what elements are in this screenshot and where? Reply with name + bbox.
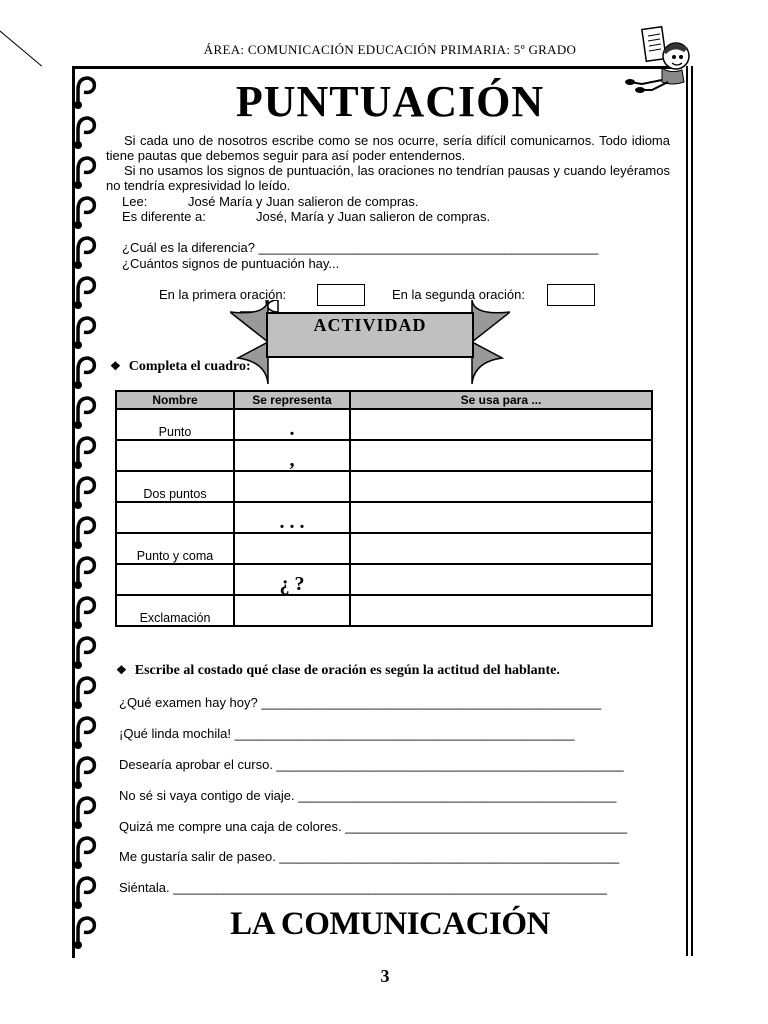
- row-name[interactable]: Exclamación: [116, 595, 234, 626]
- table-row: [116, 533, 652, 564]
- sentence-line[interactable]: Desearía aprobar el curso. ________________________________________________: [119, 757, 624, 772]
- spiral-ring-icon: [58, 472, 98, 512]
- spiral-ring-icon: [58, 272, 98, 312]
- row-name[interactable]: [116, 440, 234, 471]
- spiral-ring-icon: [58, 352, 98, 392]
- column-header-representation: Se representa: [234, 391, 350, 409]
- spiral-ring-icon: [58, 232, 98, 272]
- row-usage[interactable]: [350, 533, 652, 564]
- row-usage[interactable]: [350, 440, 652, 471]
- sentence-line[interactable]: ¿Qué examen hay hoy? _______________________________________________: [119, 695, 602, 710]
- corner-line: [0, 22, 42, 66]
- row-usage[interactable]: [350, 595, 652, 626]
- row-symbol[interactable]: [234, 471, 350, 502]
- row-symbol[interactable]: ¿ ?: [234, 564, 350, 595]
- punctuation-table: [115, 390, 653, 627]
- top-rule: [72, 66, 680, 69]
- sentence-line[interactable]: Siéntala. ____________________________________________________________: [119, 880, 608, 895]
- spiral-ring-icon: [58, 912, 98, 952]
- spiral-ring-icon: [58, 832, 98, 872]
- instruction-sentence-type-text: Escribe al costado qué clase de oración es según la actitud del hablante.: [134, 663, 560, 678]
- spiral-ring-icon: [58, 632, 98, 672]
- second-count-box[interactable]: [547, 284, 595, 306]
- second-sentence-label: En la segunda oración:: [392, 287, 525, 302]
- row-symbol[interactable]: [234, 533, 350, 564]
- spiral-ring-icon: [58, 192, 98, 232]
- spiral-ring-icon: [58, 792, 98, 832]
- read-label: Lee:: [122, 194, 148, 209]
- sentence-line[interactable]: ¡Qué linda mochila! _______________________________________________: [119, 726, 575, 741]
- table-row: [116, 440, 652, 471]
- diff-sentence: José, María y Juan salieron de compras.: [256, 209, 491, 224]
- sentence-line[interactable]: Quizá me compre una caja de colores. _______________________________________: [119, 819, 628, 834]
- diamond-bullet-icon: ❖: [116, 663, 127, 677]
- spiral-ring-icon: [58, 672, 98, 712]
- right-rule: [686, 66, 688, 956]
- row-usage[interactable]: [350, 502, 652, 533]
- spiral-ring-icon: [58, 392, 98, 432]
- row-usage[interactable]: [350, 564, 652, 595]
- intro-paragraph-2: Si no usamos los signos de puntuación, las oraciones no tendrían pausas y cuando leyéramos no tendría expresividad lo leído.: [106, 163, 670, 193]
- sentence-line[interactable]: Me gustaría salir de paseo. _______________________________________________: [119, 849, 620, 864]
- spiral-ring-icon: [58, 432, 98, 472]
- header-text: ÁREA: COMUNICACIÓN EDUCACIÓN PRIMARIA: 5º GRADO: [203, 42, 577, 57]
- instruction-complete-table: [110, 359, 251, 375]
- diff-label: Es diferente a:: [122, 209, 206, 224]
- question-difference: ¿Cuál es la diferencia? _______________________________________________: [122, 240, 599, 255]
- spiral-ring-icon: [58, 592, 98, 632]
- right-rule-inner: [691, 66, 693, 956]
- row-symbol[interactable]: [234, 595, 350, 626]
- sentence-line[interactable]: No sé si vaya contigo de viaje. ____________________________________________: [119, 788, 617, 803]
- spiral-ring-icon: [58, 112, 98, 152]
- row-symbol[interactable]: ,: [234, 440, 350, 471]
- instruction-complete-table-text: Completa el cuadro:: [128, 359, 251, 374]
- row-name[interactable]: Punto: [116, 409, 234, 440]
- row-name[interactable]: Punto y coma: [116, 533, 234, 564]
- row-symbol[interactable]: .: [234, 409, 350, 440]
- spiral-ring-icon: [58, 872, 98, 912]
- row-usage[interactable]: [350, 471, 652, 502]
- table-row: [116, 409, 652, 440]
- row-name[interactable]: Dos puntos: [116, 471, 234, 502]
- row-usage[interactable]: [350, 409, 652, 440]
- spiral-ring-icon: [58, 712, 98, 752]
- spiral-ring-icon: [58, 512, 98, 552]
- page-number: 3: [380, 966, 390, 986]
- spiral-ring-icon: [58, 752, 98, 792]
- column-header-name: Nombre: [116, 391, 234, 409]
- activity-banner: ACTIVIDAD: [266, 312, 474, 358]
- diamond-bullet-icon: ❖: [110, 359, 121, 373]
- spiral-ring-icon: [58, 72, 98, 112]
- spiral-ring-icon: [58, 312, 98, 352]
- column-header-usage: Se usa para ...: [350, 391, 652, 409]
- instruction-sentence-type: [116, 663, 560, 679]
- table-row: [116, 595, 652, 626]
- intro-paragraph-1: Si cada uno de nosotros escribe como se nos ocurre, sería difícil comunicarnos. Todo idioma tiene pautas que debemos seguir para así poder entendernos.: [106, 133, 670, 163]
- row-name[interactable]: [116, 564, 234, 595]
- table-row: [116, 502, 652, 533]
- spiral-ring-icon: [58, 152, 98, 192]
- row-name[interactable]: [116, 502, 234, 533]
- read-sentence: José María y Juan salieron de compras.: [188, 194, 419, 209]
- row-symbol[interactable]: . . .: [234, 502, 350, 533]
- page-title: PUNTUACIÓN: [235, 77, 545, 126]
- footer-title: LA COMUNICACIÓN: [230, 906, 550, 942]
- question-count: ¿Cuántos signos de puntuación hay...: [122, 256, 340, 271]
- table-row: [116, 471, 652, 502]
- table-row: [116, 564, 652, 595]
- first-sentence-label: En la primera oración:: [159, 287, 287, 302]
- spiral-ring-icon: [58, 552, 98, 592]
